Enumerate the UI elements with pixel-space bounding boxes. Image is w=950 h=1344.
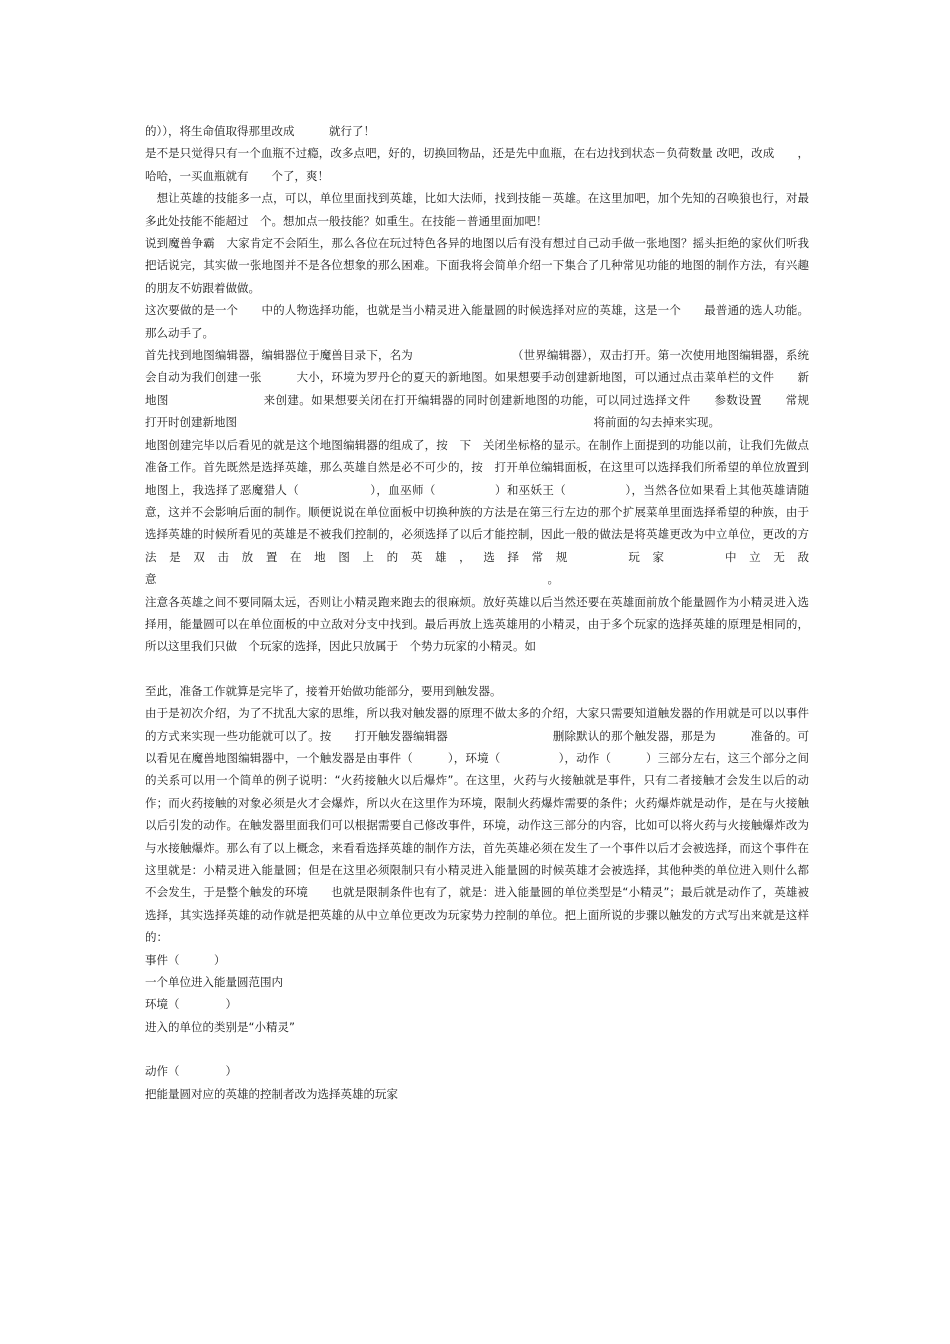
paragraph-10: 由于是初次介绍，为了不扰乱大家的思维，所以我对触发器的原理不做太多的介绍，大家只需要知道触发器的作用就是可以以事件的方式来实现一些功能就可以了。按 打开触发器编辑器 删除默认的那个触发器，那是为 准备的。可以看见在魔兽地图编辑器中，一个触发器是由事件（ ），环境（ ），动作（ ）三部分左右，这三个部分之间的关系可以用一个简单的例子说明：“火药接触火以后爆炸”。在这里，火药与火接触就是事件，只有二者接触才会发生以后的动作；而火药接触的对象必须是火才会爆炸，所以火在这里作为环境，限制火药爆炸需要的条件；火药爆炸就是动作，是在与火接触以后引发的动作。在触发器里面我们可以根据需要自己修改事件，环境，动作这三部分的内容，比如可以将火药与火接触爆炸改为与水接触爆炸。那么有了以上概念，来看看选择英雄的制作方法，首先英雄必须在发生了一个事件以后才会被选择，而这个事件在这里就是：小精灵进入能量圆；但是在这里必须限制只有小精灵进入能量圆的时候英雄才会被选择，其他种类的单位进入则什么都不会发生，于是整个触发的环境 也就是限制条件也有了，就是：进入能量圆的单位类型是“小精灵”；最后就是动作了，英雄被选择，其实选择英雄的动作就是把英雄的从中立单位更改为玩家势力控制的单位。把上面所说的步骤以触发的方式写出来就是这样的： <box>145 706 809 945</box>
condition-text: 进入的单位的类别是“小精灵” <box>145 1019 295 1034</box>
paragraph-9: 至此，准备工作就算是完毕了，接着开始做功能部分，要用到触发器。 <box>145 683 502 698</box>
action-heading: 动作（ ） <box>145 1064 237 1079</box>
action-text: 把能量圆对应的英雄的控制者改为选择英雄的玩家 <box>145 1086 398 1101</box>
event-heading: 事件（ ） <box>145 952 226 967</box>
paragraph-6: 首先找到地图编辑器，编辑器位于魔兽目录下，名为 （世界编辑器），双击打开。第一次使用地图编辑器，系统会自动为我们创建一张 大小，环境为罗丹仑的夏天的新地图。如果想要手动创建新地图，可以通过点击菜单栏的文件 新地图 来创建。如果想要关闭在打开编辑器的同时创建新地图的功能，可以同过选择文件 参数设置 常规 打开时创建新地图 将前面的勾去掉来实现。 <box>145 348 832 430</box>
paragraph-1: 的）），将生命值取得那里改成 就行了！ <box>145 124 375 138</box>
paragraph-5: 这次要做的是一个 中的人物选择功能，也就是当小精灵进入能量圆的时候选择对应的英雄，这是一个 最普通的选人功能。那么动手了。 <box>145 303 809 340</box>
document-body <box>145 120 832 1105</box>
event-text: 一个单位进入能量圆范围内 <box>145 975 283 990</box>
condition-heading: 环境（ ） <box>145 997 237 1012</box>
paragraph-8: 注意各英雄之间不要同隔太远，否则让小精灵跑来跑去的很麻烦。放好英雄以后当然还要在英雄面前放个能量圆作为小精灵进入选择用，能量圆可以在单位面板的中立敌对分支中找到。最后再放上选英雄用的小精灵，由于多个玩家的选择英雄的原理是相同的，所以这里我们只做 个玩家的选择，因此只放属于 个势力玩家的小精灵。如 <box>145 594 809 654</box>
blank-line <box>145 1038 809 1060</box>
paragraph-3: 想让英雄的技能多一点，可以，单位里面找到英雄，比如大法师，找到技能－英雄。在这里加吧，加个先知的召唤狼也行，对最多此处技能不能超过 个。想加点一般技能？如重生。在技能－普通里面加吧！ <box>145 191 809 228</box>
paragraph-7: 地图创建完毕以后看见的就是这个地图编辑器的组成了，按 下 关闭坐标格的显示。在制作上面提到的功能以前，让我们先做点准备工作。首先既然是选择英雄，那么英雄自然是必不可少的，按 打开单位编辑面板，在这里可以选择我们所希望的单位放置到地图上，我选择了恶魔猎人（ ），血巫师（ ）和巫妖王（ ），当然各位如果看上其他英雄请随意，这并不会影响后面的制作。顺便说说在单位面板中切换种族的方法是在第三行左边的那个扩展菜单里面选择希望的种族，由于选择英雄的时候所看见的英雄是不被我们控制的，必须选择了以后才能控制，因此一般的做法是将英雄更改为中立单位，更改的方法是双击放置在地图上的英雄，选择常规 玩家 中立无敌意 。 <box>145 437 809 587</box>
paragraph-2: 是不是只觉得只有一个血瓶不过瘾，改多点吧，好的，切换回物品，还是先中血瓶，在右边找到状态－负荷数量 改吧，改成 ，哈哈，一买血瓶就有 个了，爽！ <box>145 146 809 183</box>
blank-line <box>145 658 809 680</box>
paragraph-4: 说到魔兽争霸 大家肯定不会陌生，那么各位在玩过特色各异的地图以后有没有想过自己动手做一张地图？摇头拒绝的家伙们听我把话说完，其实做一张地图并不是各位想象的那么困难。下面我将会简单介绍一下集合了几种常见功能的地图的制作方法，有兴趣的朋友不妨跟着做做。 <box>145 236 809 295</box>
